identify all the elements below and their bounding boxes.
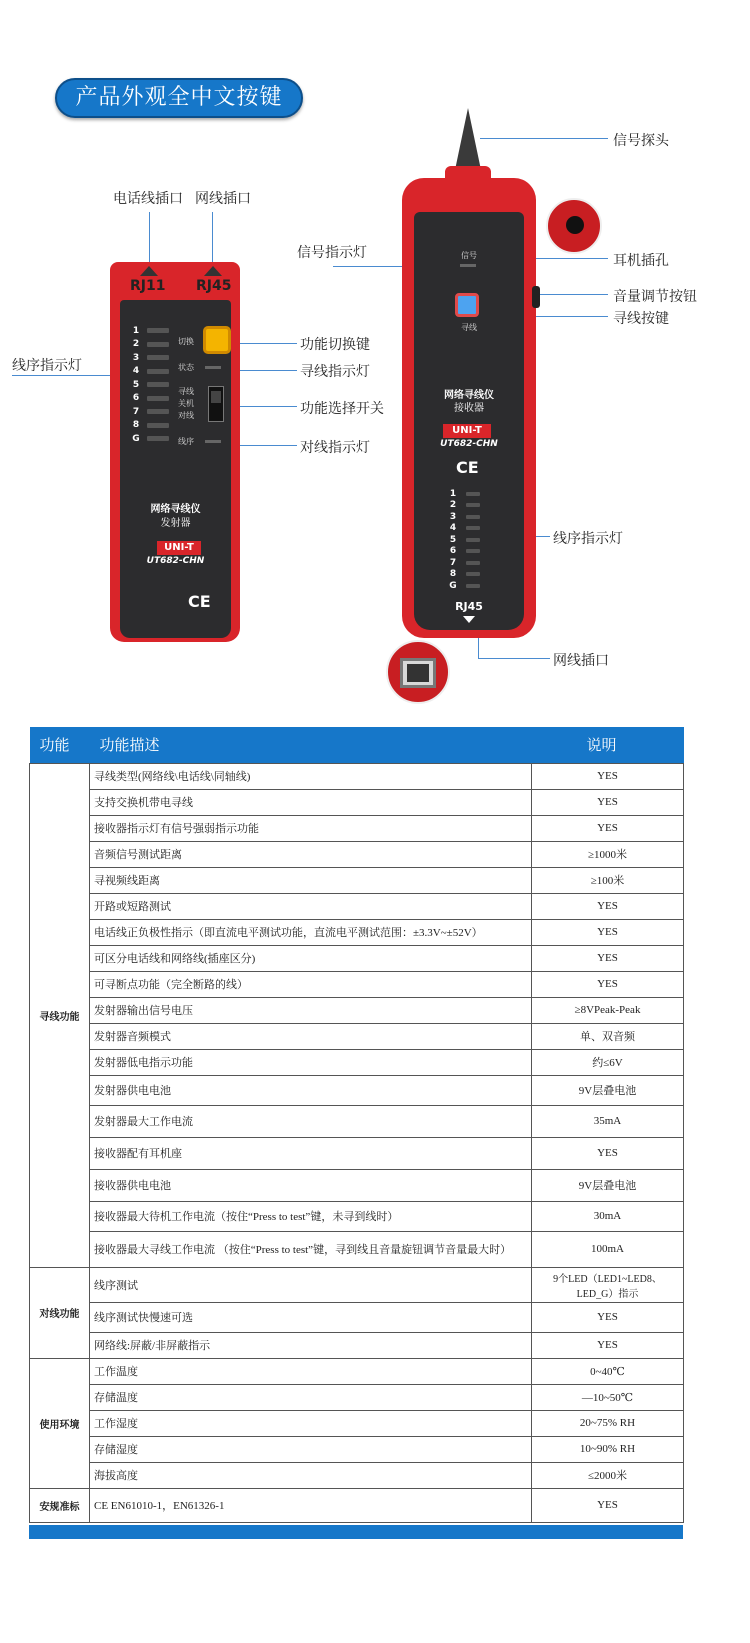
rj45-port-photo — [386, 640, 450, 704]
rx-rj45-label: RJ45 — [455, 600, 483, 613]
table-row: 存储湿度 10~90% RH — [30, 1436, 684, 1462]
spec-table — [29, 727, 684, 1523]
table-row: 音频信号测试距离 ≥1000米 — [30, 841, 684, 867]
mode-off-text: 关机 — [178, 399, 194, 408]
col-header-description: 功能描述 — [90, 727, 532, 763]
phone-port-label: 电话线插口 — [113, 191, 183, 207]
earphone-jack-photo — [546, 198, 602, 254]
seek-led-label: 寻线指示灯 — [300, 364, 370, 380]
signal-text: 信号 — [461, 251, 477, 260]
tx-name: 网络寻线仪 — [150, 504, 201, 515]
rj45-label: RJ45 — [196, 278, 232, 294]
col-header-function: 功能 — [30, 727, 90, 763]
rx-brand-logo: UNI-T — [443, 424, 491, 438]
table-row: 发射器输出信号电压 ≥8VPeak-Peak — [30, 997, 684, 1023]
wire-order-led-right-label: 线序指示灯 — [553, 531, 623, 547]
table-row: 开路或短路测试 YES — [30, 893, 684, 919]
table-row: 接收器供电电池 9V层叠电池 — [30, 1169, 684, 1201]
signal-probe-label: 信号探头 — [613, 133, 669, 149]
volume-knob-label: 音量调节按钮 — [613, 289, 697, 305]
group-pair: 对线功能 — [30, 1267, 90, 1358]
table-row: 线序测试快慢速可选 YES — [30, 1302, 684, 1332]
rx-ce-mark: CE — [456, 458, 479, 477]
table-header-row — [30, 727, 684, 763]
seek-indicator-led — [205, 366, 221, 369]
mode-pair-text: 对线 — [178, 411, 194, 420]
signal-indicator-led — [460, 264, 476, 267]
mode-seek-text: 寻线 — [178, 387, 194, 396]
table-row: 电话线正负极性指示（即直流电平测试功能，直流电平测试范围：±3.3V~±52V） YES — [30, 919, 684, 945]
rj11-label: RJ11 — [130, 278, 166, 294]
tx-brand-logo: UNI-T — [157, 541, 201, 555]
seek-button-label: 寻线按键 — [613, 311, 669, 327]
switch-text: 切换 — [178, 337, 194, 346]
page-title: 产品外观全中文按键 — [55, 78, 303, 118]
group-env: 使用环境 — [30, 1358, 90, 1488]
table-row: 安规准标 CE EN61010-1，EN61326-1 YES — [30, 1488, 684, 1522]
table-row: 网络线:屏蔽/非屏蔽指示 YES — [30, 1332, 684, 1358]
function-switch-button[interactable] — [203, 326, 231, 354]
table-row: 存储温度 —10~50℃ — [30, 1384, 684, 1410]
rx-sub: 接收器 — [454, 403, 484, 414]
tx-ce-mark: CE — [188, 592, 211, 611]
table-row: 支持交换机带电寻线 YES — [30, 789, 684, 815]
rx-model: UT682-CHN — [440, 439, 498, 449]
func-select-switch-label: 功能选择开关 — [300, 401, 384, 417]
table-row: 接收器最大待机工作电流（按住“Press to test”键，未寻到线时） 30mA — [30, 1201, 684, 1231]
volume-knob[interactable] — [532, 286, 540, 308]
seek-text: 寻线 — [461, 323, 477, 332]
table-row: 可区分电话线和网络线(插座区分) YES — [30, 945, 684, 971]
net-port-right-label: 网线插口 — [553, 653, 609, 669]
table-row: 接收器配有耳机座 YES — [30, 1137, 684, 1169]
pair-led-label: 对线指示灯 — [300, 440, 370, 456]
table-row: 海拔高度 ≤2000米 — [30, 1462, 684, 1488]
pair-indicator-led — [205, 440, 221, 443]
seek-button[interactable] — [455, 293, 479, 317]
func-switch-key-label: 功能切换键 — [300, 337, 370, 353]
function-select-switch[interactable] — [208, 386, 224, 422]
tx-sub: 发射器 — [160, 518, 191, 529]
table-row: 可寻断点功能（完全断路的线） YES — [30, 971, 684, 997]
table-row: 接收器最大寻线工作电流 （按住“Press to test”键，寻到线且音量旋钮调节音量最大时） 100mA — [30, 1231, 684, 1267]
table-row: 发射器低电指示功能 约≤6V — [30, 1049, 684, 1075]
table-row: 寻线功能 寻线类型(网络线\电话线\同轴线) YES — [30, 763, 684, 789]
signal-led-label: 信号指示灯 — [297, 245, 367, 261]
rx-name: 网络寻线仪 — [444, 390, 494, 401]
col-header-note: 说明 — [532, 727, 684, 763]
rx-led-column: 1 2 3 4 5 6 7 8 G — [448, 488, 480, 592]
table-row: 发射器最大工作电流 35mA — [30, 1105, 684, 1137]
tx-model: UT682-CHN — [146, 556, 205, 566]
table-row: 对线功能 线序测试 9个LED（LED1~LED8、LED_G）指示 — [30, 1267, 684, 1302]
wire-order-led-left-label: 线序指示灯 — [12, 358, 82, 374]
state-text: 状态 — [178, 363, 194, 372]
net-port-label: 网线插口 — [195, 191, 251, 207]
group-seek: 寻线功能 — [30, 763, 90, 1267]
table-row: 工作湿度 20~75% RH — [30, 1410, 684, 1436]
table-row: 使用环境 工作温度 0~40℃ — [30, 1358, 684, 1384]
table-row: 发射器音频模式 单、双音频 — [30, 1023, 684, 1049]
signal-probe — [455, 108, 481, 170]
tx-led-column: 1 2 3 4 5 6 7 8 G — [131, 324, 169, 446]
order-text: 线序 — [178, 437, 194, 446]
table-footer-bar — [29, 1525, 683, 1539]
table-row: 接收器指示灯有信号强弱指示功能 YES — [30, 815, 684, 841]
table-row: 发射器供电电池 9V层叠电池 — [30, 1075, 684, 1105]
table-row: 寻视频线距离 ≥100米 — [30, 867, 684, 893]
earphone-jack-label: 耳机插孔 — [613, 253, 669, 269]
group-safety: 安规准标 — [30, 1488, 90, 1522]
